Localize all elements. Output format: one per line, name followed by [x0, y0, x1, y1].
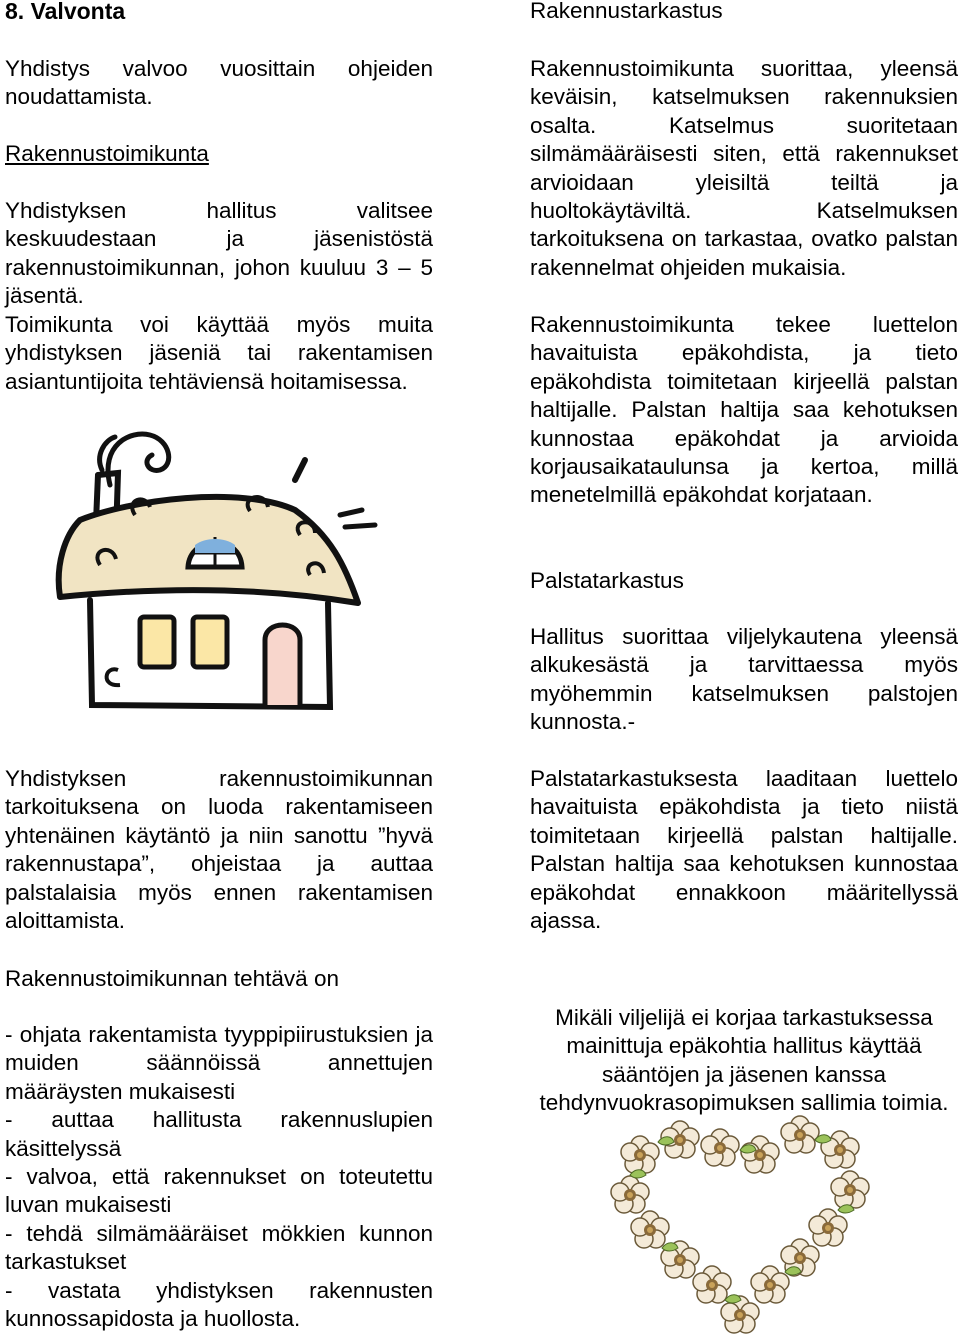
committee-paragraph-2: Toimikunta voi käyttää myös muita yhdistyksen jäseniä tai rakentamisen asiantuntijoita tehtäviensä hoitamisessa.: [5, 312, 433, 394]
inspection-paragraph-1: Rakennustoimikunta suorittaa, yleensä keväisin, katselmuksen rakennuksien osalta. Katselmus suoritetaan silmämääräisesti siten, että rakennukset arvioidaan yleisiltä teiltä ja huoltokäytäviltä. Katselmuksen tarkoituksena on tarkastaa, ovatko palstan rakennelmat ohjeiden mukaisia.: [530, 56, 958, 280]
purpose-paragraph: Yhdistyksen rakennustoimikunnan tarkoituksena on luoda rakentamiseen yhtenäinen käytäntö ja niin sanottu ”hyvä rakennustapa”, ohjeistaa ja auttaa palstalaisia myös ennen rakentamisen aloittamista.: [5, 766, 433, 934]
task-item: - tehdä silmämääräiset mökkien kunnon tarkastukset: [5, 1220, 433, 1275]
plot-paragraph-2: Palstatarkastuksesta laaditaan luettelo havaituista epäkohdista ja tieto niistä toimitetaan kirjeellä palstan haltijalle. Palstan haltija saa kehotuksen kunnostaa epäkohdat ennakkoon määritellyssä ajassa.: [530, 766, 958, 934]
closing-paragraph: Mikäli viljelijä ei korjaa tarkastuksessa mainittuja epäkohtia hallitus käyttää sääntöjen ja jäsenen kanssa tehdynvuokrasopimuksen sallimia toimia.: [539, 1005, 949, 1116]
tasks-list: [5, 1021, 433, 1333]
task-item: - vastata yhdistyksen rakennusten kunnossapidosta ja huollosta.: [5, 1277, 433, 1332]
flower-heart-illustration: [600, 1110, 900, 1335]
task-item: - auttaa hallitusta rakennuslupien käsittelyssä: [5, 1107, 433, 1161]
plot-paragraph-1: Hallitus suorittaa viljelykautena yleensä alkukesästä ja tarvittaessa myös myöhemmin katselmuksen palstojen kunnosta.-: [530, 624, 958, 735]
inspection-paragraph-2: Rakennustoimikunta tekee luettelon havaituista epäkohdista, ja tieto epäkohdista toimitetaan kirjeellä palstan haltijalle. Palstan haltija saa kehotuksen kunnostaa epäkohdat ja arvioida korjausaikataulunsa ja kertoa, millä menetelmillä epäkohdat korjataan.: [530, 312, 958, 508]
task-item: - valvoa, että rakennukset on toteutettu luvan mukaisesti: [5, 1164, 433, 1218]
committee-title: Rakennustoimikunta: [5, 141, 209, 166]
tasks-title: Rakennustoimikunnan tehtävä on: [5, 966, 339, 991]
plot-title: Palstatarkastus: [530, 568, 684, 593]
task-item: - ohjata rakentamista tyyppipiirustuksien ja muiden säännöissä annettujen määräysten mukaisesti: [5, 1022, 433, 1104]
inspection-title: Rakennustarkastus: [530, 0, 723, 23]
house-illustration: [40, 425, 390, 725]
section-heading: 8. Valvonta: [5, 0, 126, 24]
intro-paragraph: Yhdistys valvoo vuosittain ohjeiden noudattamista.: [5, 56, 433, 110]
committee-paragraph-1: Yhdistyksen hallitus valitsee keskuudestaan ja jäsenistöstä rakennustoimikunnan, johon kuuluu 3 – 5 jäsentä.: [5, 198, 433, 309]
